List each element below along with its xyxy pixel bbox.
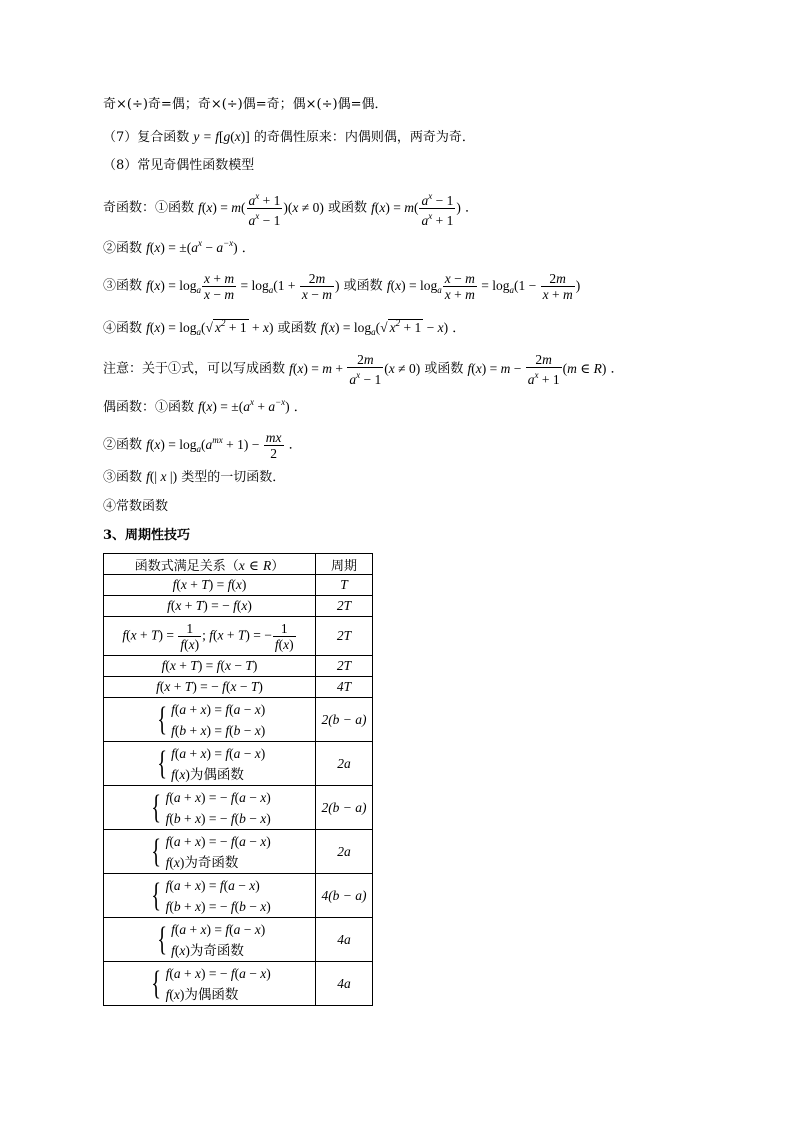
relation-cell: f(x + T) = f(x − T) — [104, 656, 316, 677]
table-row — [104, 656, 373, 677]
table-row — [104, 677, 373, 698]
parity-product-text: 奇×(÷)奇=偶；奇×(÷)偶=奇；偶×(÷)偶=偶． — [103, 97, 388, 112]
odd-formula-4b: $f(x) = \log_a(√$ $x^2 + 1 - x$) — [320, 318, 449, 337]
odd-formula-2: $f(x) = \pm(a^x - a^{-x})$ — [146, 238, 238, 255]
table-row — [104, 575, 373, 596]
even-model-2: ②函数 $f(x) = \log_a(a^{mx} + 1)$ − $\frac{mx}{2}$ ． — [103, 430, 302, 461]
odd-formula-4a: $f(x) = \log_a(√$ $x^2 + 1 + x$) — [146, 318, 274, 337]
composite-rule-text: 的奇偶性原来：内偶则偶，两奇为奇． — [253, 130, 475, 145]
table-row — [104, 786, 373, 830]
relation-cell: { f(a + x) = − f(a − x) f(b + x) = − f(b − x) — [104, 786, 316, 830]
even-formula-1: $f(x) = \pm(a^x + a^{-x})$ — [198, 397, 290, 414]
composite-function-rule — [103, 128, 475, 147]
even-model-3-text: 类型的一切函数． — [181, 470, 286, 485]
table-header-row — [104, 554, 373, 575]
relation-cell: { f(a + x) = f(a − x) f(x)为奇函数 — [104, 918, 316, 962]
note-formula-a: f(x) = m + $\frac{2m}{a^x - 1}$ (x ≠ 0) — [289, 352, 421, 387]
relation-cell: f(x + T) = − f(x − T) — [104, 677, 316, 698]
period-cell: T — [316, 575, 373, 596]
relation-cell: f(x + T) = f(x) — [104, 575, 316, 596]
odd-model-2-label: ②函数 — [103, 241, 143, 256]
or-text: 或函数 — [327, 200, 367, 216]
relation-cell: f(x + T) = − f(x) — [104, 596, 316, 617]
odd-formula-1b: f(x) = m( $\frac{a^x - 1}{a^x + 1}$ ) — [371, 191, 461, 228]
even-model-3 — [103, 468, 285, 487]
even-formula-3: f(| x |) — [146, 469, 178, 484]
odd-model-4-label: ④函数 — [103, 321, 143, 336]
odd-model-2: ②函数 $f(x) = \pm(a^x - a^{-x})$ ． — [103, 238, 255, 256]
relation-cell: { f(a + x) = f(a − x) f(b + x) = f(b − x) — [104, 698, 316, 742]
period-cell: 2a — [316, 742, 373, 786]
note-formula-b: f(x) = m − $\frac{2m}{a^x + 1}$ (m ∈ R) — [467, 352, 607, 387]
relation-cell: { f(a + x) = f(a − x) f(x)为偶函数 — [104, 742, 316, 786]
constant-function-text: ④常数函数 — [103, 499, 169, 514]
even-formula-2: $f(x) = \log_a(a^{mx} + 1)$ − $\frac{mx}{2}$ — [146, 430, 282, 461]
even-label: 偶函数：①函数 — [103, 400, 195, 415]
table-row — [104, 830, 373, 874]
even-model-2-label: ②函数 — [103, 437, 143, 453]
composite-formula: y = f[g(x)] — [193, 129, 250, 144]
relation-cell: { f(a + x) = − f(a − x) f(x)为奇函数 — [104, 830, 316, 874]
even-model-4 — [103, 498, 168, 516]
period-cell: 4T — [316, 677, 373, 698]
table-row — [104, 698, 373, 742]
composite-label: （7）复合函数 — [103, 130, 190, 145]
note-label: 注意：关于①式，可以写成函数 — [103, 361, 286, 377]
header-relation: 函数式满足关系（x ∈ R） — [104, 554, 316, 575]
table-row — [104, 742, 373, 786]
models-heading-text: （8）常见奇偶性函数模型 — [103, 158, 255, 173]
odd-model-4: ④函数 $f(x) = \log_a(√$ $x^2 + 1 + x$) 或函数 $f(x) = \log_a(√$ $x^2 + 1 - x$) ． — [103, 318, 466, 337]
period-cell: 2T — [316, 617, 373, 656]
odd-formula-3b: $f(x) = \log_a$ $\frac{x - m}{x + m}$ = $\log_a(1$ − $\frac{2m}{x + m}$ ) — [386, 271, 581, 302]
odd-model-3 — [103, 271, 580, 302]
models-heading — [103, 157, 254, 175]
period-table — [103, 553, 373, 1006]
odd-formula-3a: $f(x) = \log_a$ $\frac{x + m}{x - m}$ = $\log_a(1$ + $\frac{2m}{x - m}$ ) — [146, 271, 340, 302]
odd-label: 奇函数：①函数 — [103, 200, 195, 216]
table-row — [104, 962, 373, 1006]
or-text: 或函数 — [343, 278, 383, 294]
table-row — [104, 874, 373, 918]
period-cell: 2(b − a) — [316, 786, 373, 830]
section-heading-text: 3、周期性技巧 — [103, 528, 191, 543]
table-row — [104, 918, 373, 962]
odd-model-1: 奇函数：①函数 f(x) = m( $\frac{a^x + 1}{a^x - 1}$ )(x ≠ 0) 或函数 f(x) = m( $\frac{a^x - 1}{a^x + 1}$ ) ． — [103, 191, 479, 228]
odd-model-3-label: ③函数 — [103, 278, 143, 294]
table-row — [104, 596, 373, 617]
header-period: 周期 — [316, 554, 373, 575]
even-model-3-label: ③函数 — [103, 470, 143, 485]
period-cell: 4a — [316, 918, 373, 962]
or-text: 或函数 — [277, 321, 317, 336]
period-cell: 4a — [316, 962, 373, 1006]
relation-cell: { f(a + x) = − f(a − x) f(x)为偶函数 — [104, 962, 316, 1006]
relation-cell: { f(a + x) = f(a − x) f(b + x) = − f(b − x) — [104, 874, 316, 918]
or-text: 或函数 — [424, 361, 464, 377]
period-cell: 2T — [316, 596, 373, 617]
table-row — [104, 617, 373, 656]
period-cell: 2T — [316, 656, 373, 677]
even-model-1: 偶函数：①函数 $f(x) = \pm(a^x + a^{-x})$ ． — [103, 397, 307, 415]
parity-product-rule — [103, 96, 387, 114]
period-cell: 2(b − a) — [316, 698, 373, 742]
section-heading — [103, 527, 190, 545]
period-cell: 4(b − a) — [316, 874, 373, 918]
period-cell: 2a — [316, 830, 373, 874]
odd-formula-1a: f(x) = m( $\frac{a^x + 1}{a^x - 1}$ )(x ≠ 0) — [198, 191, 324, 228]
note-line: 注意：关于①式，可以写成函数 f(x) = m + $\frac{2m}{a^x - 1}$ (x ≠ 0) 或函数 f(x) = m − $\frac{2m}{a^x + 1}$ (m ∈ R) ． — [103, 352, 624, 387]
relation-cell: f(x + T) = $\frac{1}{f(x)}$ ; f(x + T) = − $\frac{1}{f(x)}$ — [104, 617, 316, 656]
